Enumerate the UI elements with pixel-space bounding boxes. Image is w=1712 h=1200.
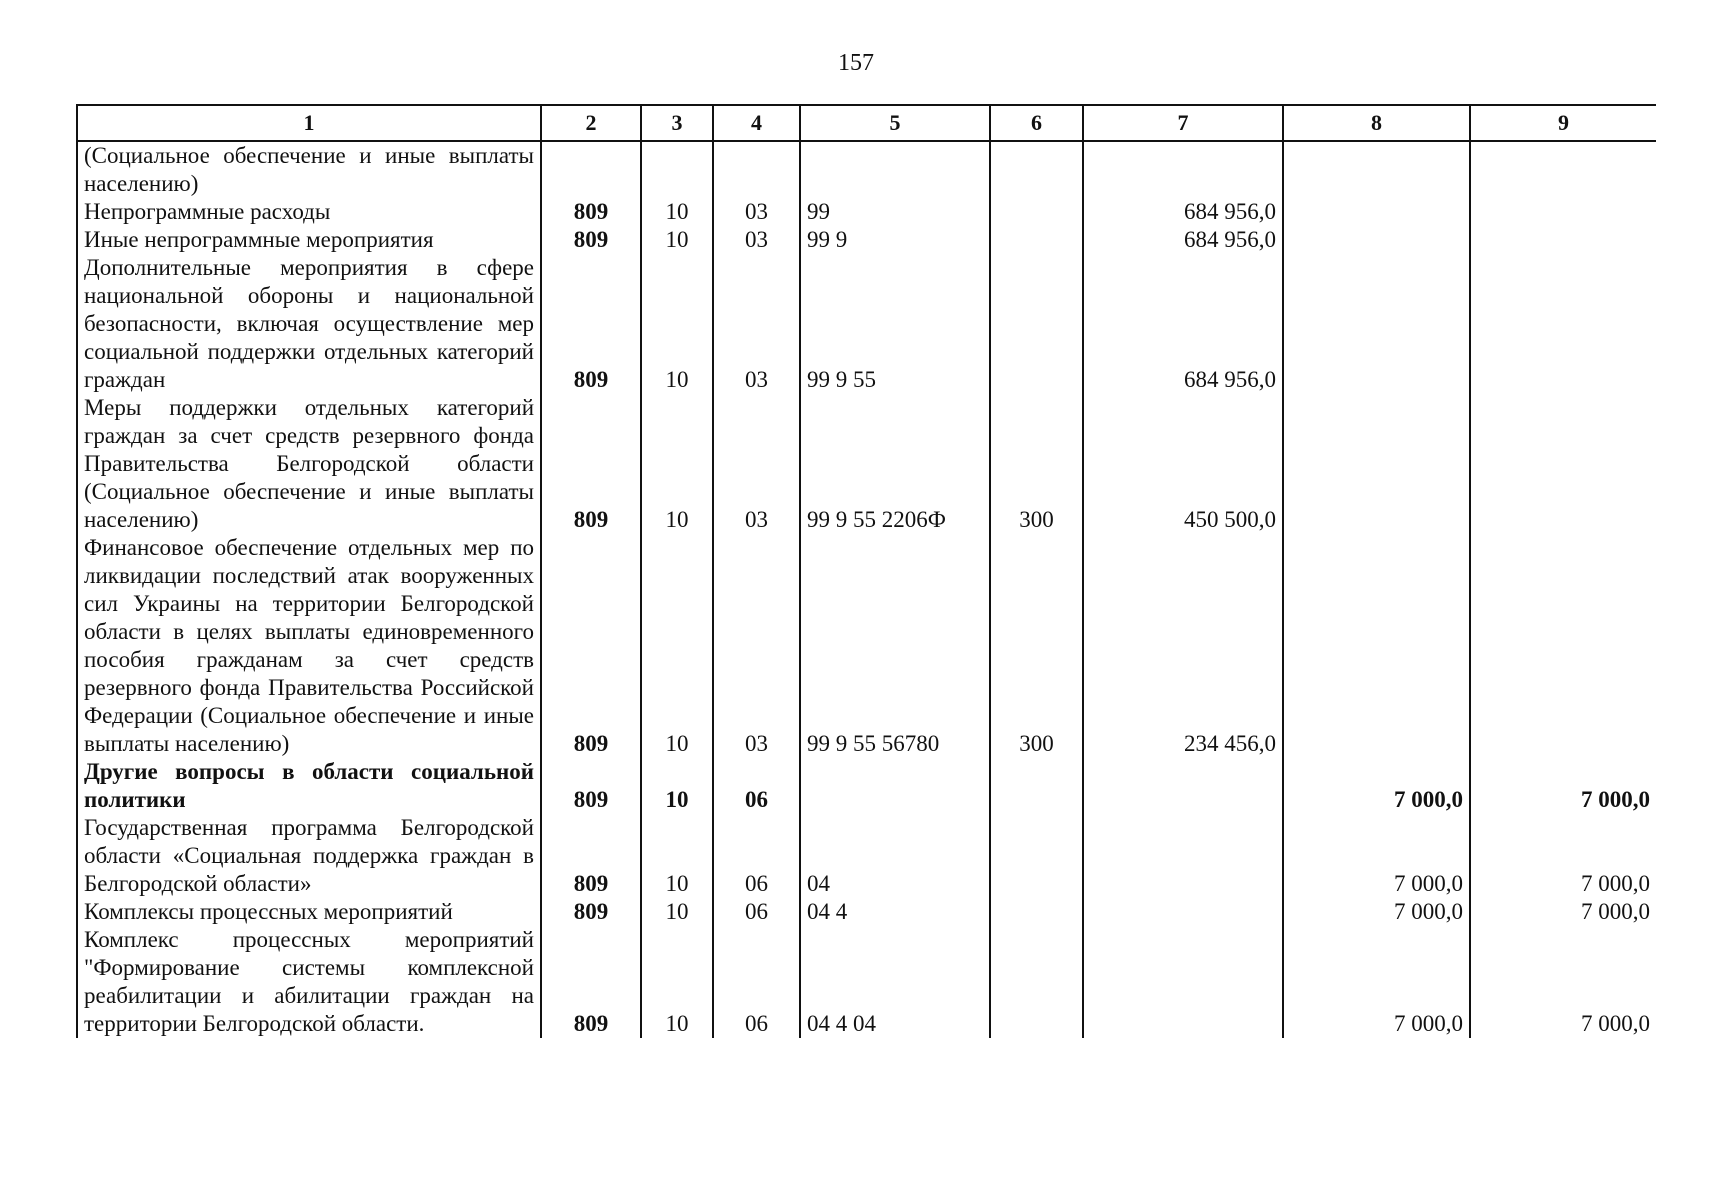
table-row [77,394,1656,534]
row-section: 10 [641,898,713,926]
table-row [77,254,1656,394]
row-target-article [800,141,990,198]
row-ministry-code: 809 [541,898,641,926]
column-header: 6 [990,105,1083,141]
page-number: 157 [838,50,874,76]
row-amount-col7 [1083,141,1283,198]
row-amount-col7: 684 956,0 [1083,198,1283,226]
row-expense-type [990,898,1083,926]
row-expense-type [990,926,1083,1038]
row-target-article: 99 9 55 56780 [800,534,990,758]
row-subsection [713,141,800,198]
row-amount-col8 [1283,141,1470,198]
row-section: 10 [641,814,713,898]
row-subsection: 06 [713,898,800,926]
table-row [77,758,1656,814]
row-ministry-code: 809 [541,394,641,534]
row-ministry-code: 809 [541,198,641,226]
row-target-article: 99 9 [800,226,990,254]
budget-table [76,104,1656,1038]
row-description: Комплекс процессных мероприятий "Формирование системы комплексной реабилитации и абилитации граждан на территории Белгородской области. [77,926,541,1038]
column-header: 3 [641,105,713,141]
row-description: Финансовое обеспечение отдельных мер по ликвидации последствий атак вооруженных сил Украины на территории Белгородской области в целях выплаты единовременного пособия гражданам за счет средств резервного фонда Правительства Российской Федерации (Социальное обеспечение и иные выплаты населению) [77,534,541,758]
row-amount-col7: 684 956,0 [1083,254,1283,394]
row-subsection: 03 [713,226,800,254]
column-header: 4 [713,105,800,141]
row-amount-col7 [1083,898,1283,926]
row-subsection: 06 [713,758,800,814]
row-description: (Социальное обеспечение и иные выплаты населению) [77,141,541,198]
row-amount-col8: 7 000,0 [1283,814,1470,898]
row-description: Иные непрограммные мероприятия [77,226,541,254]
row-ministry-code: 809 [541,254,641,394]
row-target-article: 04 4 04 [800,926,990,1038]
row-target-article [800,758,990,814]
column-header: 2 [541,105,641,141]
row-target-article: 99 9 55 2206Ф [800,394,990,534]
row-description: Дополнительные мероприятия в сфере национальной обороны и национальной безопасности, включая осуществление мер социальной поддержки отдельных категорий граждан [77,254,541,394]
row-amount-col8: 7 000,0 [1283,926,1470,1038]
row-description: Комплексы процессных мероприятий [77,898,541,926]
row-ministry-code [541,141,641,198]
row-target-article: 04 [800,814,990,898]
table-row [77,898,1656,926]
row-target-article: 04 4 [800,898,990,926]
table-row [77,814,1656,898]
row-amount-col8: 7 000,0 [1283,758,1470,814]
row-section: 10 [641,198,713,226]
row-expense-type [990,758,1083,814]
row-section: 10 [641,758,713,814]
row-subsection: 03 [713,254,800,394]
row-description: Непрограммные расходы [77,198,541,226]
table-row [77,226,1656,254]
row-amount-col7: 684 956,0 [1083,226,1283,254]
row-amount-col9 [1470,226,1656,254]
row-section: 10 [641,394,713,534]
column-header: 5 [800,105,990,141]
row-target-article: 99 [800,198,990,226]
table-body [77,141,1656,1038]
row-amount-col9: 7 000,0 [1470,926,1656,1038]
row-target-article: 99 9 55 [800,254,990,394]
row-section: 10 [641,926,713,1038]
row-expense-type [990,226,1083,254]
row-description: Меры поддержки отдельных категорий граждан за счет средств резервного фонда Правительства Белгородской области (Социальное обеспечение и иные выплаты населению) [77,394,541,534]
table-row [77,141,1656,198]
row-subsection: 06 [713,814,800,898]
table-row [77,926,1656,1038]
row-expense-type [990,254,1083,394]
row-amount-col9: 7 000,0 [1470,898,1656,926]
row-amount-col9: 7 000,0 [1470,814,1656,898]
row-amount-col8 [1283,254,1470,394]
row-description: Государственная программа Белгородской области «Социальная поддержка граждан в Белгородской области» [77,814,541,898]
row-ministry-code: 809 [541,926,641,1038]
row-amount-col9: 7 000,0 [1470,758,1656,814]
row-ministry-code: 809 [541,814,641,898]
row-subsection: 03 [713,198,800,226]
column-header: 8 [1283,105,1470,141]
row-amount-col8 [1283,226,1470,254]
row-section: 10 [641,254,713,394]
column-header: 9 [1470,105,1656,141]
row-amount-col7 [1083,926,1283,1038]
row-subsection: 03 [713,394,800,534]
row-expense-type: 300 [990,394,1083,534]
row-amount-col9 [1470,198,1656,226]
column-header: 1 [77,105,541,141]
row-amount-col7: 450 500,0 [1083,394,1283,534]
table-row [77,198,1656,226]
row-amount-col7: 234 456,0 [1083,534,1283,758]
row-ministry-code: 809 [541,758,641,814]
row-amount-col9 [1470,254,1656,394]
row-amount-col9 [1470,141,1656,198]
row-description: Другие вопросы в области социальной политики [77,758,541,814]
budget-table-container [76,104,1656,1109]
row-amount-col9 [1470,534,1656,758]
column-header: 7 [1083,105,1283,141]
table-row [77,534,1656,758]
row-expense-type [990,141,1083,198]
row-amount-col7 [1083,758,1283,814]
row-amount-col8: 7 000,0 [1283,898,1470,926]
row-amount-col9 [1470,394,1656,534]
row-expense-type [990,814,1083,898]
table-header-row [77,105,1656,141]
row-section [641,141,713,198]
row-section: 10 [641,534,713,758]
row-amount-col8 [1283,198,1470,226]
row-expense-type: 300 [990,534,1083,758]
row-ministry-code: 809 [541,226,641,254]
row-amount-col8 [1283,394,1470,534]
row-section: 10 [641,226,713,254]
row-expense-type [990,198,1083,226]
row-amount-col7 [1083,814,1283,898]
row-amount-col8 [1283,534,1470,758]
row-subsection: 03 [713,534,800,758]
row-subsection: 06 [713,926,800,1038]
row-ministry-code: 809 [541,534,641,758]
